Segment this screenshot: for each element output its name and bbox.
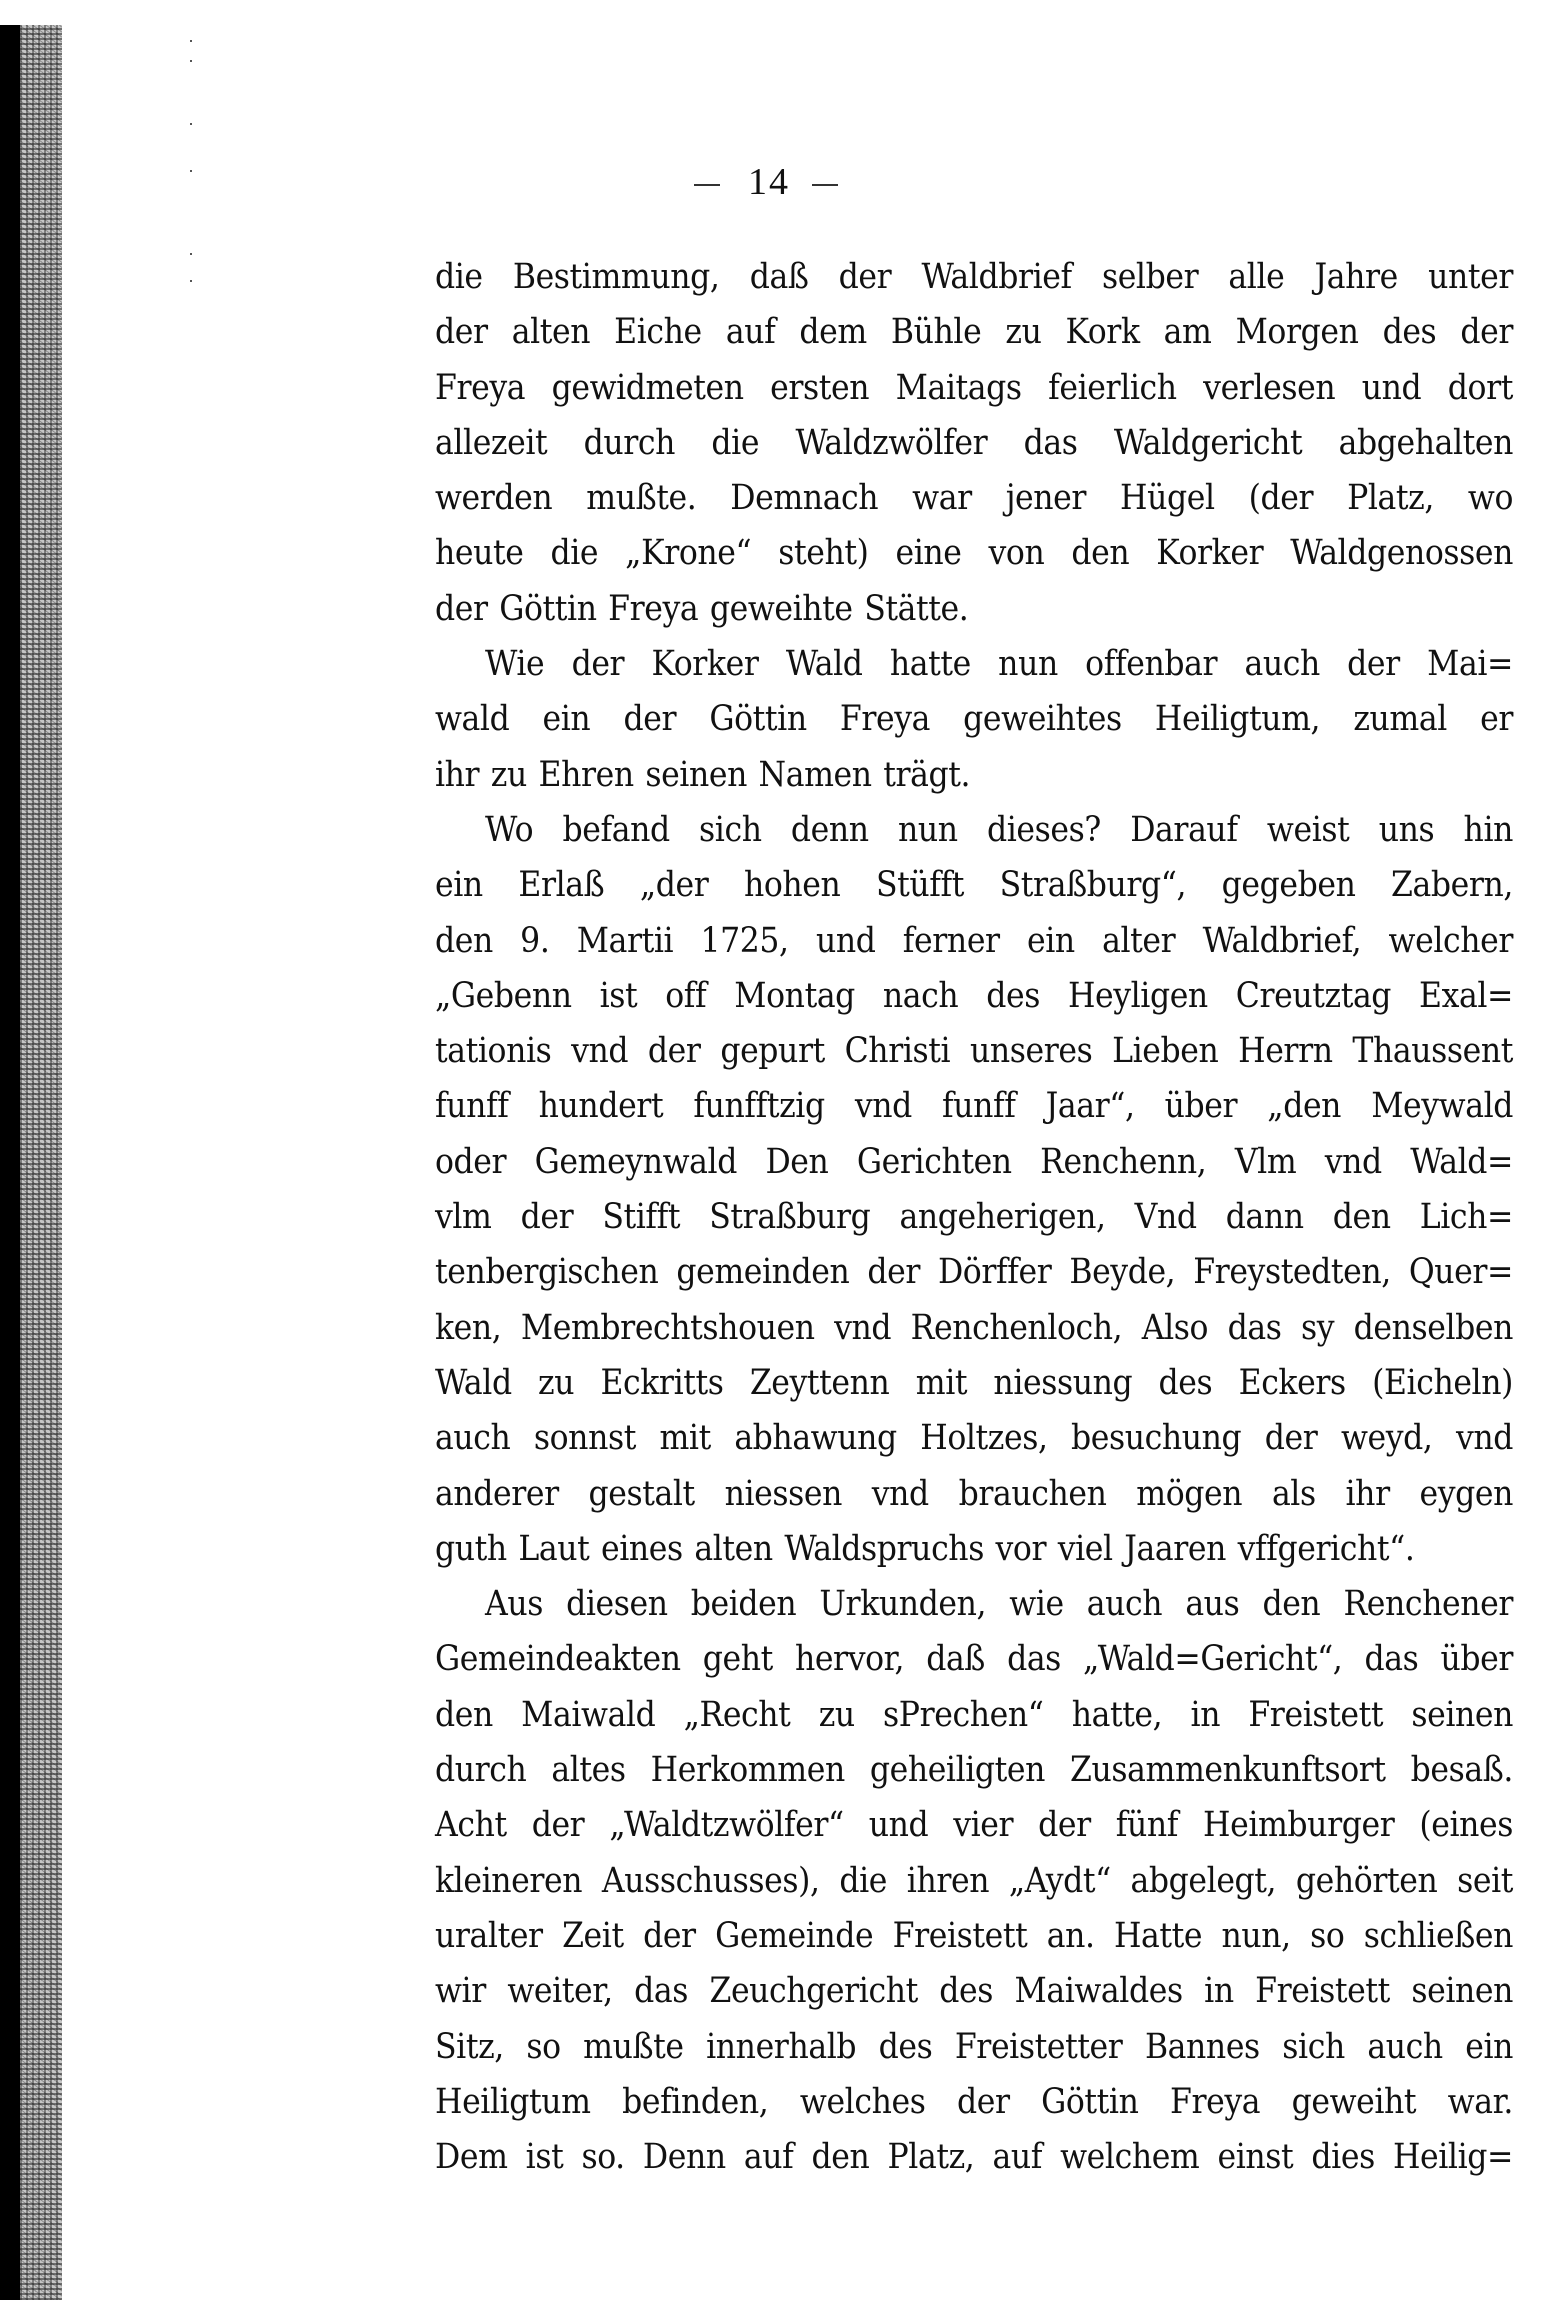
text-line: uralter Zeit der Gemeinde Freistett an. Hatte nun, so schließen [435, 1915, 1513, 1956]
text-line: funff hundert funfftzig vnd funff Jaar“, über „den Meywald [435, 1086, 1513, 1127]
text-line: Aus diesen beiden Urkunden, wie auch aus den Renchener [485, 1584, 1513, 1625]
text-line: anderer gestalt niessen vnd brauchen mögen als ihr eygen [435, 1473, 1513, 1514]
text-line: allezeit durch die Waldzwölfer das Waldgericht abgehalten [435, 422, 1513, 463]
text-line: Heiligtum befinden, welches der Göttin Freya geweiht war. [435, 2081, 1513, 2122]
text-line: Wie der Korker Wald hatte nun offenbar auch der Mai= [485, 644, 1513, 685]
text-line: ihr zu Ehren seinen Namen trägt. [435, 754, 971, 795]
text-line: Dem ist so. Denn auf den Platz, auf welchem einst dies Heilig= [435, 2137, 1513, 2178]
text-line: den 9. Martii 1725, und ferner ein alter Waldbrief, welcher [435, 920, 1513, 961]
text-line: „Gebenn ist off Montag nach des Heyligen Creutztag Exal= [435, 975, 1513, 1016]
header-dash-left [694, 184, 720, 186]
text-line: ein Erlaß „der hohen Stüfft Straßburg“, gegeben Zabern, [435, 865, 1513, 906]
text-line: kleineren Ausschusses), die ihren „Aydt“ abgelegt, gehörten seit [435, 1860, 1513, 1901]
text-line: vlm der Stifft Straßburg angeherigen, Vnd dann den Lich= [435, 1197, 1513, 1238]
text-line: den Maiwald „Recht zu sPrechen“ hatte, in Freistett seinen [435, 1694, 1513, 1735]
text-line: Gemeindeakten geht hervor, daß das „Wald=Gericht“, das über [435, 1639, 1513, 1680]
text-line: Wo befand sich denn nun dieses? Darauf weist uns hin [485, 809, 1513, 850]
text-line: werden mußte. Demnach war jener Hügel (der Platz, wo [435, 478, 1513, 519]
text-line: ken, Membrechtshouen vnd Renchenloch, Also das sy denselben [435, 1307, 1513, 1348]
text-line: Sitz, so mußte innerhalb des Freistetter Bannes sich auch ein [435, 2026, 1513, 2067]
text-line: tenbergischen gemeinden der Dörffer Beyde, Freystedten, Quer= [435, 1252, 1513, 1293]
text-line: der alten Eiche auf dem Bühle zu Kork am Morgen des der [435, 312, 1513, 353]
text-line: Acht der „Waldtzwölfer“ und vier der fünf Heimburger (eines [435, 1805, 1513, 1846]
text-line: durch altes Herkommen geheiligten Zusammenkunftsort besaß. [435, 1750, 1513, 1791]
page-number: 14 [748, 161, 790, 203]
text-line: Freya gewidmeten ersten Maitags feierlich verlesen und dort [435, 367, 1513, 408]
scanned-book-binding-edge [0, 25, 62, 2300]
text-line: auch sonnst mit abhawung Holtzes, besuchung der weyd, vnd [435, 1418, 1513, 1459]
text-line: heute die „Krone“ steht) eine von den Korker Waldgenossen [435, 533, 1513, 574]
page-header [0, 158, 1550, 208]
body-text [435, 250, 1513, 2185]
header-dash-right [812, 184, 838, 186]
text-line: oder Gemeynwald Den Gerichten Renchenn, Vlm vnd Wald= [435, 1141, 1513, 1182]
page-edge-noise [20, 25, 62, 2300]
text-line: guth Laut eines alten Waldspruchs vor viel Jaaren vffgericht“. [435, 1528, 1415, 1569]
text-line: die Bestimmung, daß der Waldbrief selber alle Jahre unter [435, 257, 1513, 297]
text-line: wald ein der Göttin Freya geweihtes Heiligtum, zumal er [435, 699, 1513, 740]
text-line: tationis vnd der gepurt Christi unseres Lieben Herrn Thaussent [435, 1031, 1513, 1072]
text-line: Wald zu Eckritts Zeyttenn mit niessung des Eckers (Eicheln) [435, 1362, 1513, 1403]
text-line: wir weiter, das Zeuchgericht des Maiwaldes in Freistett seinen [435, 1971, 1513, 2012]
text-line: der Göttin Freya geweihte Stätte. [435, 588, 969, 629]
binding-shadow [0, 25, 20, 2300]
